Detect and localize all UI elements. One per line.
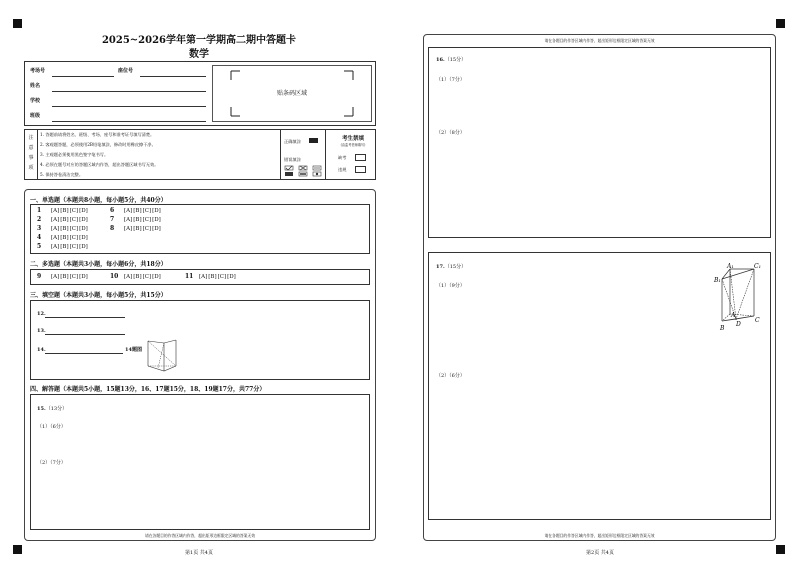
class-label: 班级 [30, 113, 41, 119]
q14-label: 14. [37, 347, 46, 353]
q14-answer-line[interactable] [45, 353, 123, 354]
mc-option-bubble[interactable]: [C] [142, 208, 152, 214]
mc-option-bubble[interactable]: [D] [79, 226, 88, 232]
mc-question-number: 4 [37, 234, 42, 241]
fig14-caption: 14题图 [125, 347, 142, 353]
candidate-restricted-subtitle: (由监考老师填写) [340, 143, 366, 147]
multi-option-bubble[interactable]: [D] [227, 274, 236, 280]
q15-part1: （1）（6分） [37, 424, 66, 430]
mc-option-bubble[interactable]: [B] [60, 235, 69, 241]
q13-answer-line[interactable] [45, 334, 125, 335]
note-item: 5. 保持答卷清洁完整。 [40, 172, 84, 177]
mc-question-row [37, 243, 89, 251]
registration-mark-top-right [776, 19, 785, 28]
fig14-prism-diagram [144, 338, 184, 376]
mc-option-bubble[interactable]: [A] [124, 217, 133, 223]
q15-score: （13分） [45, 406, 68, 412]
label-B: B [720, 325, 725, 332]
seat-label: 座位号 [118, 68, 134, 74]
school-field[interactable] [52, 106, 206, 107]
mc-option-bubble[interactable]: [D] [79, 244, 88, 250]
mc-question-number: 6 [110, 207, 115, 214]
mc-option-bubble[interactable]: [B] [60, 217, 69, 223]
mc-option-bubble[interactable]: [A] [51, 244, 60, 250]
q15-answer-box[interactable] [30, 394, 370, 530]
mc-option-bubble[interactable]: [A] [51, 235, 60, 241]
class-field[interactable] [52, 121, 206, 122]
note-item: 3. 主观题必须使用黑色签字笔书写。 [40, 152, 109, 157]
label-C1: C₁ [754, 263, 761, 270]
label-B1: B₁ [714, 277, 721, 284]
multi-question-row [37, 273, 89, 281]
correct-fill-label: 正确填涂 [284, 139, 301, 144]
q17-label [436, 264, 466, 270]
mc-option-bubble[interactable]: [C] [142, 217, 152, 223]
violation-checkbox[interactable] [355, 166, 366, 173]
multi-option-bubble[interactable]: [B] [60, 274, 69, 280]
multi-question-number: 11 [185, 273, 194, 280]
mc-option-bubble[interactable]: [A] [124, 226, 133, 232]
wrong-fill-label: 错误填涂 [284, 157, 301, 162]
q17-part2: （2）（6分） [436, 373, 465, 379]
name-field[interactable] [52, 91, 206, 92]
absent-checkbox[interactable] [355, 154, 366, 161]
mc-question-row [37, 207, 89, 215]
mc-option-bubble[interactable]: [B] [133, 226, 142, 232]
notes-vertical-label [26, 133, 36, 173]
school-label: 学校 [30, 98, 41, 104]
fill-grid [30, 300, 370, 380]
q12-label: 12. [37, 311, 46, 317]
mc-option-bubble[interactable]: [D] [152, 208, 161, 214]
mc-question-row [37, 234, 89, 242]
q15-part2: （2）（7分） [37, 460, 66, 466]
multi-question-row [185, 273, 237, 281]
multi-option-bubble[interactable]: [B] [208, 274, 217, 280]
mc-question-number: 8 [110, 225, 115, 232]
multi-option-bubble[interactable]: [A] [51, 274, 60, 280]
absent-label: 缺考 [338, 155, 347, 160]
mc-option-bubble[interactable]: [B] [60, 244, 69, 250]
mc-question-row [110, 216, 162, 224]
note-item: 2. 客观题答题，必须使用2B铅笔填涂，修改时用橡皮擦干净。 [40, 142, 156, 147]
mc-option-bubble[interactable]: [C] [69, 244, 79, 250]
mc-question-row [37, 225, 89, 233]
mc-question-row [110, 207, 162, 215]
mc-option-bubble[interactable]: [A] [51, 226, 60, 232]
note-item: 1. 答题前请将姓名、班级、考场、座号和准考证号填写清楚。 [40, 132, 155, 137]
label-C: C [755, 317, 760, 324]
seat-field[interactable] [140, 76, 206, 77]
q16-part2: （2）（8分） [436, 130, 465, 136]
barcode-label: 贴条码区域 [276, 90, 307, 97]
q17-part1: （1）（9分） [436, 283, 465, 289]
exam-room-label: 考场号 [30, 68, 46, 74]
mc-question-row [110, 225, 162, 233]
violation-label: 违规 [338, 167, 347, 172]
q17-score: （15分） [444, 264, 467, 270]
mc-option-bubble[interactable]: [D] [79, 208, 88, 214]
multi-option-bubble[interactable]: [B] [133, 274, 142, 280]
notes-char: 项 [28, 165, 34, 171]
multi-option-bubble[interactable]: [D] [79, 274, 88, 280]
notes-char: 事 [28, 155, 34, 161]
q16-label [436, 57, 466, 63]
multi-option-bubble[interactable]: [C] [69, 274, 79, 280]
mc-question-number: 1 [37, 207, 42, 214]
page1-footer-note: 请在各题目的作答区域内作答，超出矩形边框限定区域的答案无效 [144, 533, 256, 538]
mc-option-bubble[interactable]: [A] [124, 208, 133, 214]
multi-question-number: 10 [110, 273, 119, 280]
mc-option-bubble[interactable]: [C] [69, 208, 79, 214]
mc-option-bubble[interactable]: [B] [60, 226, 69, 232]
multi-question-number: 9 [37, 273, 42, 280]
multi-option-bubble[interactable]: [C] [217, 274, 227, 280]
multi-option-bubble[interactable]: [A] [199, 274, 208, 280]
exam-room-field[interactable] [52, 76, 114, 77]
q15-label [37, 406, 67, 412]
mc-question-number: 5 [37, 243, 42, 250]
correct-fill-sample [309, 138, 318, 143]
page2-header-note: 请在各题目的作答区域内作答，超出矩形边框限定区域的答案无效 [544, 38, 655, 43]
mc-question-number: 2 [37, 216, 42, 223]
section-mc-title: 一、单选题（本题共8小题，每小题5分，共40分） [30, 197, 167, 204]
mc-question-number: 3 [37, 225, 42, 232]
name-label: 姓名 [30, 83, 41, 89]
barcode-area [212, 65, 372, 122]
multi-option-bubble[interactable]: [A] [124, 274, 133, 280]
candidate-restricted-title: 考生禁填 [341, 136, 364, 142]
q13-label: 13. [37, 328, 46, 334]
section-multi-title: 二、多选题（本题共3小题，每小题6分，共18分） [30, 261, 167, 268]
wrong-fill-samples [284, 165, 324, 177]
q12-answer-line[interactable] [45, 317, 125, 318]
page1-number: 第1页 共4页 [185, 550, 213, 556]
subject-title: 数学 [189, 49, 209, 60]
mc-option-bubble[interactable]: [B] [133, 217, 142, 223]
page2-footer-note: 请在各题目的作答区域内作答，超出矩形边框限定区域的答案无效 [544, 533, 655, 538]
label-D: D [736, 321, 741, 328]
mc-question-row [37, 216, 89, 224]
label-A: A [731, 312, 736, 319]
q16-score: （15分） [444, 57, 467, 63]
page2-number: 第2页 共4页 [586, 550, 614, 556]
q16-answer-box[interactable] [428, 47, 771, 238]
multi-option-bubble[interactable]: [D] [152, 274, 161, 280]
multi-option-bubble[interactable]: [C] [142, 274, 152, 280]
q17-number: 17. [436, 264, 445, 270]
q16-part1: （1）（7分） [436, 77, 465, 83]
mc-option-bubble[interactable]: [B] [133, 208, 142, 214]
notes-char: 注 [28, 135, 34, 141]
mc-option-bubble[interactable]: [D] [79, 217, 88, 223]
mc-option-bubble[interactable]: [A] [51, 217, 60, 223]
notes-char: 意 [28, 145, 34, 151]
multi-question-row [110, 273, 162, 281]
q17-prism-diagram [712, 262, 767, 334]
section-fill-title: 三、填空题（本题共3小题，每小题5分，共15分） [30, 292, 167, 299]
mc-option-bubble[interactable]: [A] [51, 208, 60, 214]
registration-mark-top-left [13, 19, 22, 28]
notes-divider [37, 129, 38, 180]
note-item: 4. 必须在题号对应的答题区域内作答，超出答题区域书写无效。 [40, 162, 159, 167]
mc-option-bubble[interactable]: [D] [79, 235, 88, 241]
mc-option-bubble[interactable]: [C] [69, 217, 79, 223]
mc-option-bubble[interactable]: [C] [69, 226, 79, 232]
mc-option-bubble[interactable]: [D] [152, 226, 161, 232]
mc-option-bubble[interactable]: [D] [152, 217, 161, 223]
label-A1: A₁ [727, 263, 734, 270]
mc-option-bubble[interactable]: [C] [69, 235, 79, 241]
section-solve-title: 四、解答题（本题共5小题，15题13分，16、17题15分，18、19题17分，共77分） [30, 386, 266, 393]
q16-number: 16. [436, 57, 445, 63]
mc-question-number: 7 [110, 216, 115, 223]
page-title: 2025~2026学年第一学期高二期中答题卡 [101, 35, 297, 46]
q15-number: 15. [37, 406, 46, 412]
mc-option-bubble[interactable]: [B] [60, 208, 69, 214]
mc-option-bubble[interactable]: [C] [142, 226, 152, 232]
